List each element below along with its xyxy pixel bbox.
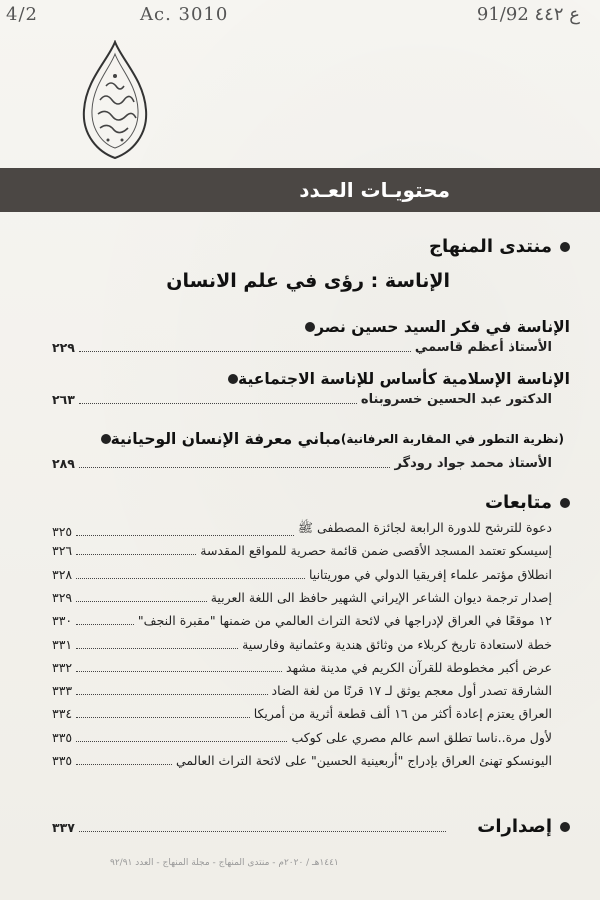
section-heading-publications (477, 816, 570, 837)
toc-entry-author-row (52, 392, 552, 407)
toc-entry-note: (نظرية التطور في المقاربة العرفانية) (340, 432, 564, 446)
toc-item-text: العراق يعتزم إعادة أكثر من ١٦ ألف قطعة أثرية من أمريكا (253, 706, 552, 722)
toc-item-page: ٣٣١ (52, 636, 73, 652)
dot-leader (76, 763, 172, 765)
section-heading-followups (485, 492, 570, 513)
contents-title: محتويـات العـدد (299, 178, 450, 202)
toc-list-item (52, 590, 552, 605)
ornament-logo (78, 40, 152, 160)
toc-list-item (52, 706, 552, 721)
dot-leader (79, 830, 446, 832)
page-footer: ١٤٤١هـ / ٢٠٢٠م - منتدى المنهاج - مجلة المنهاج - العدد ٩٢/٩١ (110, 858, 339, 868)
toc-list-item (52, 730, 552, 745)
dot-leader (76, 647, 238, 649)
publications-row (52, 820, 450, 835)
forum-subtitle: الإناسة : رؤى في علم الانسان (166, 270, 450, 292)
dot-leader (79, 402, 357, 404)
dot-leader (76, 716, 250, 718)
bullet-icon (305, 322, 315, 332)
toc-entry-page: ٢٦٣ (52, 392, 75, 407)
toc-entry-page: ٢٨٩ (52, 456, 75, 471)
toc-list-item (52, 753, 552, 768)
toc-item-page: ٣٣٢ (52, 659, 73, 675)
dot-leader (76, 740, 287, 742)
dot-leader (76, 534, 294, 536)
toc-entry-title: الإناسة في فكر السيد حسين نصر (297, 318, 570, 336)
dot-leader (76, 577, 305, 579)
bullet-icon (228, 374, 238, 384)
contents-banner (0, 168, 600, 212)
toc-item-page: ٣٣٣ (52, 683, 73, 699)
bullet-icon (101, 434, 111, 444)
toc-item-page: ٣٢٥ (52, 524, 73, 539)
dot-leader (76, 600, 207, 602)
toc-item-text: انطلاق مؤتمر علماء إفريقيا الدولي في موريتانيا (308, 566, 552, 582)
toc-list-item (52, 637, 552, 652)
toc-entry-title: الإناسة الإسلامية كأساس للإناسة الاجتماعية (220, 370, 570, 388)
section-heading-publications-label: إصدارات (477, 816, 552, 837)
dot-leader (79, 466, 391, 468)
toc-list-item (52, 520, 552, 539)
toc-item-page: ٣٣٠ (52, 613, 73, 629)
dot-leader (79, 350, 411, 352)
toc-list-item (52, 660, 552, 675)
bullet-icon (560, 498, 570, 508)
toc-entry-page: ٢٢٩ (52, 340, 75, 355)
handwritten-note-right: 91/92 ع ٤٤٢ (476, 4, 580, 25)
toc-item-page: ٣٣٤ (52, 706, 73, 722)
toc-item-text: خطة لاستعادة تاريخ كربلاء من وثائق هندية وعثمانية وفارسية (242, 636, 552, 652)
toc-item-text: اليونسكو تهنئ العراق بإدراج "أربعينية الحسين" على لائحة التراث العالمي (176, 753, 552, 768)
dot-leader (76, 623, 134, 625)
toc-item-text: الشارقة تصدر أول معجم يوثق لـ ١٧ قرنًا من لغة الضاد (271, 683, 552, 699)
toc-entry-author: الأستاذ محمد جواد رودگر (394, 456, 552, 471)
toc-entry-title: مباني معرفة الإنسان الوحيانية (نظرية التطور في المقاربة العرفانية) (93, 430, 570, 448)
toc-list-item (52, 683, 552, 698)
dot-leader (76, 553, 196, 555)
handwritten-note-left: 4/2 (6, 4, 38, 25)
toc-item-text: إصدار ترجمة ديوان الشاعر الإيراني الشهير حافظ الى اللغة العربية (210, 589, 552, 605)
toc-item-text: دعوة للترشح للدورة الرابعة لجائزة المصطفى ﷺ (297, 520, 552, 535)
toc-item-page: ٣٣٥ (52, 753, 73, 768)
dot-leader (76, 670, 282, 672)
section-heading-followups-label: متابعات (484, 492, 552, 513)
bullet-icon (560, 822, 570, 832)
toc-item-text: لأول مرة..ناسا تطلق اسم عالم مصري على كوكب (291, 729, 552, 745)
bullet-icon (560, 242, 570, 252)
toc-entry-author: الدكتور عبد الحسين خسروبناه (360, 392, 552, 407)
dot-leader (76, 693, 267, 695)
section-heading-forum (429, 236, 570, 257)
toc-entry-author: الأستاذ أعظم قاسمي (414, 340, 552, 355)
toc-item-page: ٣٣٥ (52, 729, 73, 745)
toc-list-item (52, 567, 552, 582)
toc-item-page: ٣٢٨ (52, 566, 73, 582)
toc-entry-author-row (52, 340, 552, 355)
publications-page: ٣٣٧ (52, 820, 75, 835)
toc-item-text: ١٢ موقعًا في العراق لإدراجها في لائحة التراث العالمي من ضمنها "مقبرة النجف" (137, 613, 552, 629)
section-heading-forum-label: منتدى المنهاج (429, 236, 552, 257)
toc-item-text: عرض أكبر مخطوطة للقرآن الكريم في مدينة مشهد (286, 659, 552, 675)
handwritten-note-center: Ac. 3010 (140, 4, 229, 25)
toc-list-item (52, 613, 552, 628)
toc-item-text: إسيسكو تعتمد المسجد الأقصى ضمن قائمة حصرية للمواقع المقدسة (200, 543, 552, 559)
toc-list-item (52, 543, 552, 558)
toc-item-page: ٣٢٦ (52, 543, 73, 559)
toc-entry-author-row (52, 456, 552, 471)
toc-item-page: ٣٢٩ (52, 589, 73, 605)
